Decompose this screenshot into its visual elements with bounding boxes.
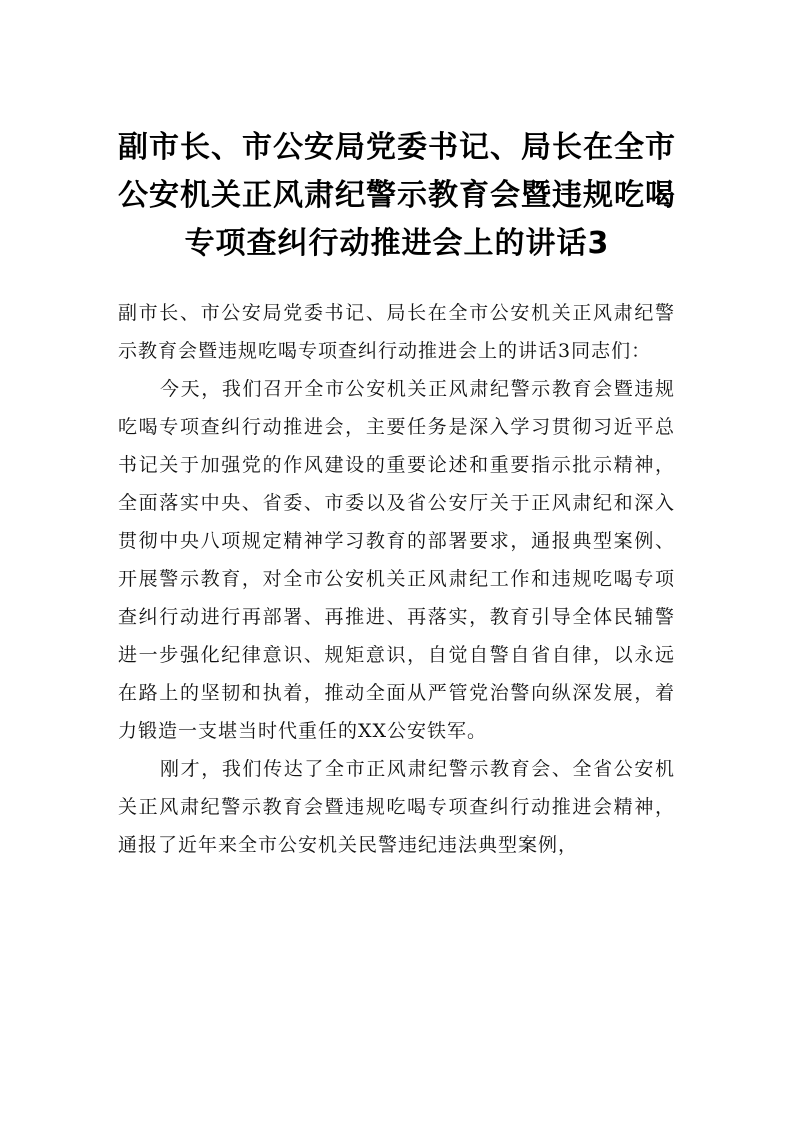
opening-paragraph: 副市长、市公安局党委书记、局长在全市公安机关正风肃纪警示教育会暨违规吃喝专项查纠行动推进会上的讲话3同志们： [118,302,675,362]
document-title: 副市长、市公安局党委书记、局长在全市公安机关正风肃纪警示教育会暨违规吃喝专项查纠行动推进会上的讲话3 [118,130,676,261]
document-body [118,294,675,864]
body-paragraph: 刚才，我们传达了全市正风肃纪警示教育会、全省公安机关正风肃纪警示教育会暨违规吃喝专项查纠行动推进会精神，通报了近年来全市公安机关民警违纪违法典型案例， [118,758,675,856]
body-paragraph: 今天，我们召开全市公安机关正风肃纪警示教育会暨违规吃喝专项查纠行动推进会，主要任务是深入学习贯彻习近平总书记关于加强党的作风建设的重要论述和重要指示批示精神，全面落实中央、省委、市委以及省公安厅关于正风肃纪和深入贯彻中央八项规定精神学习教育的部署要求，通报典型案例、开展警示教育，对全市公安机关正风肃纪工作和违规吃喝专项查纠行动进行再部署、再推进、再落实，教育引导全体民辅警进一步强化纪律意识、规矩意识，自觉自警自省自律，以永远在路上的坚韧和执着，推动全面从严管党治警向纵深发展，着力锻造一支堪当时代重任的XX公安铁军。 [118,378,675,742]
